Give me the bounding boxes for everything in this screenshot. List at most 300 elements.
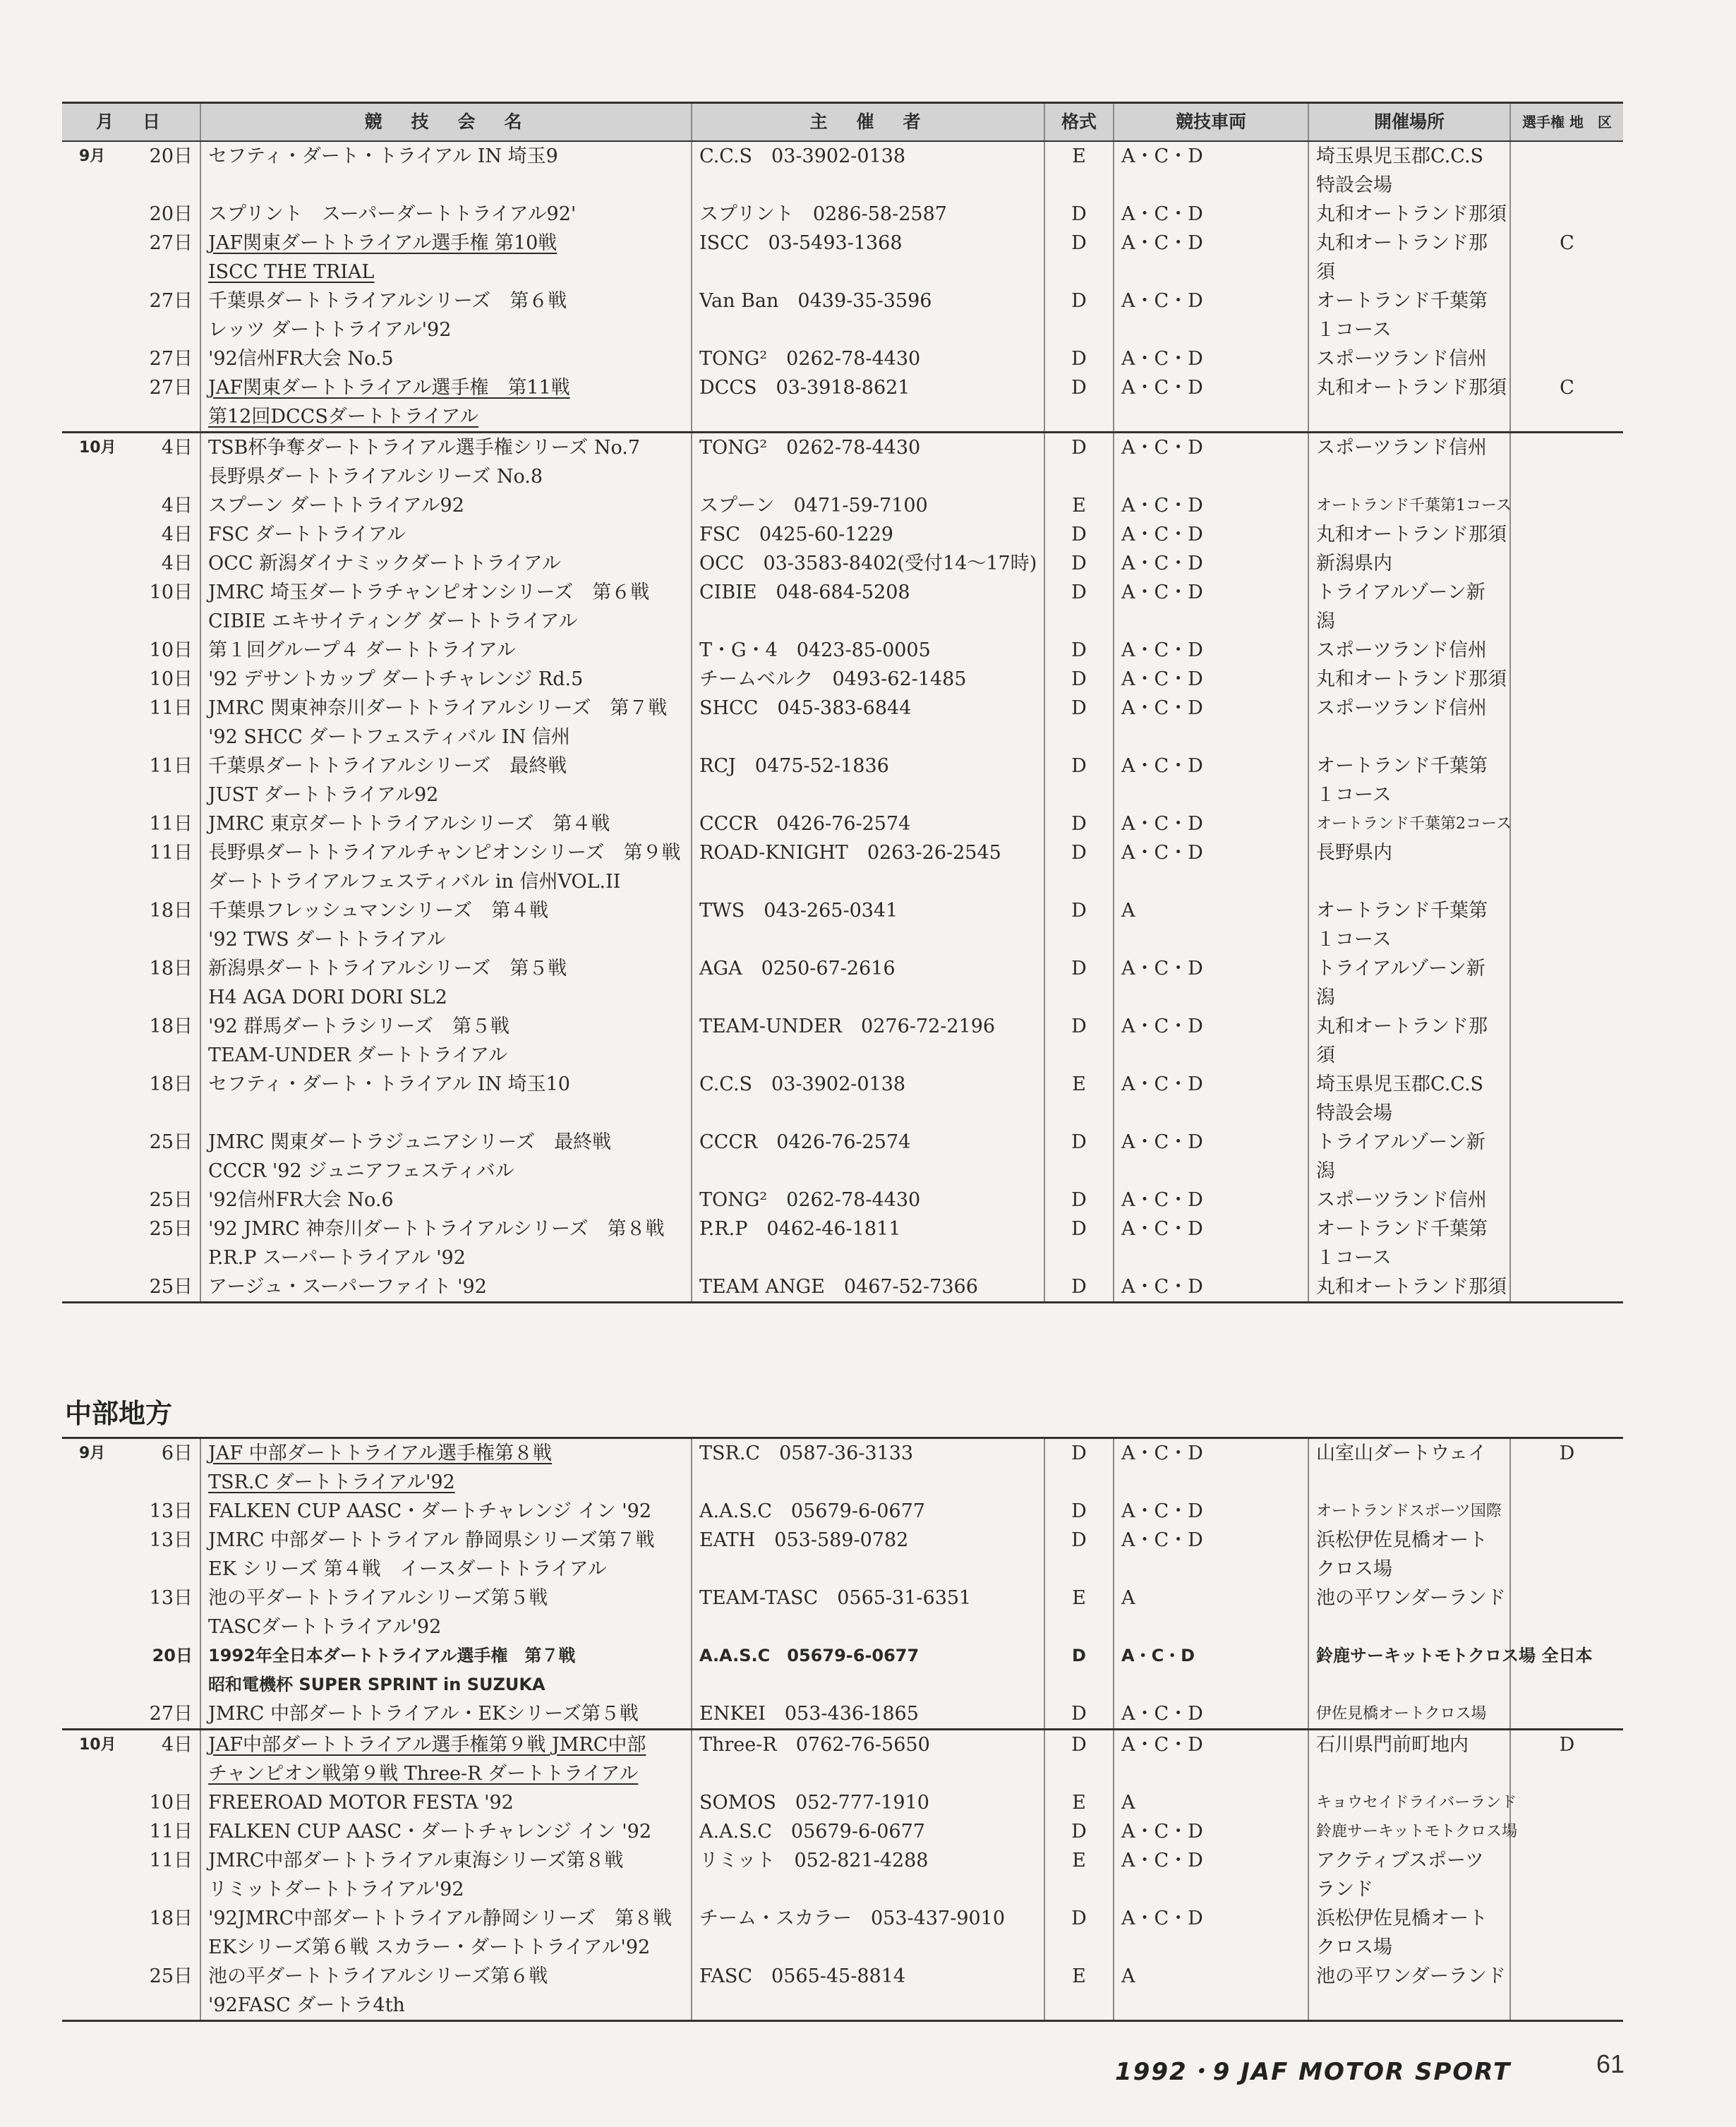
event-name-cell-line: 新潟県ダートトライアルシリーズ 第５戦: [208, 958, 567, 980]
day-label: 10日: [149, 639, 193, 661]
venue-cell-line: 埼玉県児玉郡C.C.S: [1316, 145, 1484, 167]
vehicles-cell: [1114, 1497, 1308, 1526]
format-cell-text: D: [1071, 1703, 1087, 1725]
vehicles-cell: [1114, 344, 1308, 373]
day-label: 25日: [149, 1131, 193, 1153]
venue-cell: [1308, 491, 1510, 520]
date-cell: [62, 1962, 200, 2021]
table-row: [62, 1526, 1623, 1584]
vehicles-cell: [1114, 578, 1308, 636]
organizer-cell: [692, 1584, 1044, 1641]
date-cell: [62, 1186, 200, 1215]
region-cell: [1510, 954, 1623, 1012]
vehicles-cell-text: A・C・D: [1121, 495, 1203, 517]
date-cell: [62, 1526, 200, 1584]
day-label: 4日: [161, 437, 193, 459]
vehicles-cell: [1114, 694, 1308, 752]
event-name-cell-line: FSC ダートトライアル: [208, 524, 406, 546]
event-name-cell: [200, 433, 692, 492]
event-name-cell-line: リミットダートトライアル'92: [208, 1879, 464, 1900]
event-name-cell-line: H4 AGA DORI DORI SL2: [208, 987, 447, 1008]
organizer-cell-text: P.R.P 0462-46-1811: [699, 1218, 901, 1240]
day-label: 27日: [149, 377, 193, 399]
table-row: [62, 1584, 1623, 1641]
format-cell: [1044, 1641, 1114, 1699]
organizer-cell: [692, 1699, 1044, 1730]
organizer-cell: [692, 549, 1044, 578]
format-cell-text: D: [1071, 437, 1087, 459]
organizer-cell-text: C.C.S 03-3902-0138: [699, 1073, 906, 1095]
region-cell: [1510, 229, 1623, 287]
vehicles-cell: [1114, 549, 1308, 578]
venue-cell-line: オートランドスポーツ国際: [1316, 1502, 1502, 1520]
date-cell: [62, 809, 200, 838]
format-cell-text: D: [1071, 1276, 1087, 1298]
table-row: [62, 838, 1623, 896]
vehicles-cell-text: A・C・D: [1121, 842, 1203, 864]
organizer-cell: [692, 694, 1044, 752]
format-cell-text: D: [1071, 697, 1087, 719]
organizer-cell-text: RCJ 0475-52-1836: [699, 755, 889, 777]
vehicles-cell: [1114, 1730, 1308, 1789]
event-name-cell-line: '92JMRC中部ダートトライアル静岡シリーズ 第８戦: [208, 1908, 673, 1929]
organizer-cell-text: ROAD-KNIGHT 0263-26-2545: [699, 842, 1001, 864]
organizer-cell: [692, 1128, 1044, 1186]
venue-cell: [1308, 1215, 1510, 1272]
vehicles-cell: [1114, 287, 1308, 344]
vehicles-cell-text: A・C・D: [1121, 232, 1203, 254]
organizer-cell-text: Three-R 0762-76-5650: [699, 1734, 930, 1756]
format-cell: [1044, 229, 1114, 287]
event-name-cell-line: '92 JMRC 神奈川ダートトライアルシリーズ 第８戦: [208, 1218, 665, 1240]
vehicles-cell: [1114, 1128, 1308, 1186]
organizer-cell: [692, 1215, 1044, 1272]
date-cell: [62, 1438, 200, 1498]
format-cell-text: D: [1071, 524, 1087, 546]
event-name-cell: [200, 1817, 692, 1846]
date-cell: [62, 1699, 200, 1730]
format-cell-text: D: [1071, 1016, 1087, 1037]
format-cell: [1044, 200, 1114, 229]
event-name-cell: [200, 229, 692, 287]
venue-cell: [1308, 752, 1510, 809]
page-number: 61: [1596, 2049, 1625, 2078]
venue-cell-line: スポーツランド信州: [1316, 639, 1487, 661]
region-cell: [1510, 1186, 1623, 1215]
date-cell: [62, 1788, 200, 1817]
venue-cell-line: 須: [1316, 261, 1335, 283]
format-cell: [1044, 373, 1114, 433]
venue-cell-line: アクティブスポーツ: [1316, 1850, 1484, 1872]
day-label: 27日: [149, 232, 193, 254]
event-name-cell-line: JMRC 埼玉ダートラチャンピオンシリーズ 第６戦: [208, 582, 650, 603]
venue-cell: [1308, 344, 1510, 373]
event-name-cell: [200, 1641, 692, 1699]
format-cell: [1044, 1128, 1114, 1186]
organizer-cell-text: チーム・スカラー 053-437-9010: [699, 1908, 1006, 1929]
table-row: [62, 1215, 1623, 1272]
day-label: 11日: [149, 1821, 193, 1843]
organizer-cell-text: CCCR 0426-76-2574: [699, 813, 911, 835]
venue-cell-line: トライアルゾーン新: [1316, 1131, 1485, 1153]
region-cell: [1510, 896, 1623, 954]
vehicles-cell-text: A・C・D: [1121, 290, 1203, 312]
venue-cell: [1308, 229, 1510, 287]
vehicles-cell-text: A・C・D: [1121, 1442, 1203, 1464]
region-cell: [1510, 1962, 1623, 2021]
vehicles-cell-text: A・C・D: [1121, 1189, 1203, 1211]
table-row: [62, 200, 1623, 229]
event-name-cell-line: JAF 中部ダートトライアル選手権第８戦: [208, 1442, 552, 1464]
format-cell-text: D: [1072, 1646, 1086, 1665]
table-row: [62, 1962, 1623, 2021]
vehicles-cell-text: A・C・D: [1121, 1908, 1203, 1929]
organizer-cell: [692, 809, 1044, 838]
event-name-cell-line: FALKEN CUP AASC・ダートチャレンジ イン '92: [208, 1500, 652, 1522]
organizer-cell-text: TEAM ANGE 0467-52-7366: [699, 1276, 978, 1298]
event-name-cell-line: 昭和電機杯 SUPER SPRINT in SUZUKA: [208, 1675, 545, 1694]
format-cell: [1044, 1904, 1114, 1962]
date-cell: [62, 954, 200, 1012]
event-name-cell-line: P.R.P スーパートライアル '92: [208, 1247, 466, 1269]
organizer-cell: [692, 1641, 1044, 1699]
day-label: 20日: [149, 203, 193, 225]
vehicles-cell-text: A・C・D: [1121, 697, 1203, 719]
vehicles-cell-text: A・C・D: [1121, 145, 1203, 167]
format-cell-text: D: [1071, 1821, 1087, 1843]
region-cell-text: D: [1559, 1734, 1575, 1756]
event-name-cell-line: '92 デサントカップ ダートチャレンジ Rd.5: [208, 668, 584, 690]
format-cell-text: D: [1071, 1908, 1087, 1929]
organizer-cell: [692, 1012, 1044, 1070]
region-cell: [1510, 549, 1623, 578]
organizer-cell-text: リミット 052-821-4288: [699, 1850, 929, 1872]
format-cell: [1044, 1272, 1114, 1303]
format-cell: [1044, 636, 1114, 665]
event-name-cell: [200, 1904, 692, 1962]
footer-magazine: 1992・9 JAF MOTOR SPORT: [1115, 2058, 1512, 2086]
date-cell: [62, 344, 200, 373]
date-cell: [62, 373, 200, 433]
vehicles-cell-text: A・C・D: [1121, 1850, 1203, 1872]
date-cell: [62, 1012, 200, 1070]
organizer-cell: [692, 1962, 1044, 2021]
organizer-cell-text: A.A.S.C 05679-6-0677: [699, 1500, 925, 1522]
section-title-chubu: 中部地方: [65, 1398, 173, 1429]
format-cell: [1044, 433, 1114, 492]
table-row: [62, 1272, 1623, 1303]
date-cell: [62, 1215, 200, 1272]
vehicles-cell-text: A・C・D: [1121, 639, 1203, 661]
event-name-cell-line: TSR.C ダートトライアル'92: [208, 1471, 455, 1493]
region-cell: [1510, 200, 1623, 229]
format-cell-text: D: [1071, 1218, 1087, 1240]
event-name-cell: [200, 1846, 692, 1904]
date-cell: [62, 1817, 200, 1846]
venue-cell: [1308, 1699, 1510, 1730]
organizer-cell-text: TWS 043-265-0341: [699, 900, 898, 922]
venue-cell-line: 丸和オートランド那須: [1316, 377, 1507, 399]
vehicles-cell: [1114, 1526, 1308, 1584]
event-name-cell-line: '92 群馬ダートラシリーズ 第５戦: [208, 1016, 510, 1037]
organizer-cell: [692, 896, 1044, 954]
format-cell-text: D: [1071, 377, 1087, 399]
format-cell-text: D: [1071, 348, 1087, 370]
venue-cell: [1308, 665, 1510, 694]
region-cell: [1510, 1817, 1623, 1846]
venue-cell-line: 丸和オートランド那須: [1316, 203, 1507, 225]
event-name-cell: [200, 1962, 692, 2021]
venue-cell-line: 長野県内: [1316, 842, 1392, 864]
format-cell-text: E: [1072, 1587, 1086, 1609]
event-name-cell-line: '92信州FR大会 No.6: [208, 1189, 394, 1211]
event-name-cell-line: 池の平ダートトライアルシリーズ第６戦: [208, 1965, 548, 1987]
region-cell: [1510, 1070, 1623, 1128]
organizer-cell-text: SOMOS 052-777-1910: [699, 1792, 929, 1814]
event-name-cell-line: JMRC 関東ダートラジュニアシリーズ 最終戦: [208, 1131, 612, 1153]
header-region: 選手権 地 区: [1510, 103, 1623, 142]
format-cell: [1044, 549, 1114, 578]
vehicles-cell: [1114, 1904, 1308, 1962]
organizer-cell-text: スプーン 0471-59-7100: [699, 495, 928, 517]
table-row: [62, 491, 1623, 520]
table-row: [62, 549, 1623, 578]
organizer-cell: [692, 954, 1044, 1012]
format-cell: [1044, 838, 1114, 896]
header-event: 競 技 会 名: [200, 103, 692, 142]
event-name-cell: [200, 752, 692, 809]
organizer-cell-text: EATH 053-589-0782: [699, 1529, 909, 1551]
region-cell: [1510, 1438, 1623, 1498]
date-cell: [62, 1846, 200, 1904]
vehicles-cell-text: A・C・D: [1121, 1646, 1195, 1665]
organizer-cell-text: C.C.S 03-3902-0138: [699, 145, 906, 167]
venue-cell: [1308, 578, 1510, 636]
date-cell: [62, 1904, 200, 1962]
vehicles-cell: [1114, 665, 1308, 694]
event-name-cell-line: アージュ・スーパーファイト '92: [208, 1276, 487, 1298]
event-name-cell: [200, 1128, 692, 1186]
venue-cell-line: 丸和オートランド那: [1316, 1016, 1488, 1037]
format-cell-text: E: [1072, 1073, 1086, 1095]
event-name-cell: [200, 838, 692, 896]
format-cell: [1044, 1070, 1114, 1128]
event-name-cell-line: FALKEN CUP AASC・ダートチャレンジ イン '92: [208, 1821, 652, 1843]
region-cell: [1510, 1272, 1623, 1303]
vehicles-cell-text: A・C・D: [1121, 1734, 1203, 1756]
region-cell: [1510, 344, 1623, 373]
table-row: [62, 752, 1623, 809]
region-cell: [1510, 1730, 1623, 1789]
vehicles-cell: [1114, 954, 1308, 1012]
region-cell: [1510, 1526, 1623, 1584]
day-label: 18日: [149, 958, 193, 980]
vehicles-cell-text: A・C・D: [1121, 1073, 1203, 1095]
organizer-cell-text: ENKEI 053-436-1865: [699, 1703, 919, 1725]
event-name-cell: [200, 1699, 692, 1730]
format-cell: [1044, 1438, 1114, 1498]
organizer-cell-text: CIBIE 048-684-5208: [699, 582, 910, 603]
date-cell: [62, 491, 200, 520]
header-date: 月 日: [62, 103, 200, 142]
venue-cell-line: 潟: [1316, 1160, 1335, 1182]
vehicles-cell-text: A: [1121, 900, 1135, 922]
vehicles-cell: [1114, 1641, 1308, 1699]
event-name-cell: [200, 1012, 692, 1070]
format-cell: [1044, 665, 1114, 694]
organizer-cell: [692, 229, 1044, 287]
venue-cell: [1308, 1272, 1510, 1303]
vehicles-cell: [1114, 1962, 1308, 2021]
date-cell: [62, 578, 200, 636]
event-name-cell-line: TSB杯争奪ダートトライアル選手権シリーズ No.7: [208, 437, 641, 459]
table-row: [62, 665, 1623, 694]
venue-cell: [1308, 1128, 1510, 1186]
format-cell: [1044, 578, 1114, 636]
day-label: 4日: [161, 1734, 193, 1756]
table-row: [62, 1904, 1623, 1962]
day-label: 4日: [161, 553, 193, 574]
format-cell: [1044, 1699, 1114, 1730]
venue-cell-line: 埼玉県児玉郡C.C.S: [1316, 1073, 1484, 1095]
format-cell: [1044, 1526, 1114, 1584]
format-cell: [1044, 1012, 1114, 1070]
format-cell-text: D: [1071, 755, 1087, 777]
event-name-cell-line: OCC 新潟ダイナミックダートトライアル: [208, 553, 561, 574]
organizer-cell: [692, 665, 1044, 694]
vehicles-cell-text: A: [1121, 1965, 1135, 1987]
vehicles-cell: [1114, 809, 1308, 838]
venue-cell: [1308, 373, 1510, 433]
venue-cell: [1308, 1788, 1517, 1817]
format-cell-text: E: [1072, 1965, 1086, 1987]
day-label: 25日: [149, 1276, 193, 1298]
vehicles-cell: [1114, 896, 1308, 954]
vehicles-cell: [1114, 1012, 1308, 1070]
region-cell: [1510, 838, 1623, 896]
format-cell-text: D: [1071, 582, 1087, 603]
day-label: 4日: [161, 495, 193, 517]
region-cell: [1510, 520, 1623, 549]
day-label: 18日: [149, 1016, 193, 1037]
venue-cell-line: オートランド千葉第2コース: [1316, 815, 1512, 833]
vehicles-cell-text: A・C・D: [1121, 1703, 1203, 1725]
venue-cell: [1308, 954, 1510, 1012]
vehicles-cell: [1114, 520, 1308, 549]
event-name-cell: [200, 1730, 692, 1789]
region-cell: [1510, 752, 1623, 809]
vehicles-cell: [1114, 229, 1308, 287]
table-row: [62, 373, 1623, 433]
venue-cell-line: １コース: [1316, 929, 1392, 951]
venue-cell-line: スポーツランド信州: [1316, 697, 1487, 719]
region-cell: [1510, 433, 1623, 492]
vehicles-cell-text: A・C・D: [1121, 1821, 1203, 1843]
format-cell-text: D: [1071, 1529, 1087, 1551]
venue-cell: [1308, 287, 1510, 344]
event-name-cell: [200, 491, 692, 520]
format-cell: [1044, 694, 1114, 752]
organizer-cell-text: FASC 0565-45-8814: [699, 1965, 906, 1987]
venue-cell: [1308, 520, 1510, 549]
vehicles-cell: [1114, 636, 1308, 665]
event-name-cell: [200, 896, 692, 954]
format-cell-text: E: [1072, 1792, 1086, 1814]
day-label: 25日: [149, 1189, 193, 1211]
day-label: 13日: [149, 1587, 193, 1609]
venue-cell-line: キョウセイドライバーランド: [1316, 1794, 1517, 1812]
day-label: 10日: [149, 668, 193, 690]
organizer-cell: [692, 1904, 1044, 1962]
organizer-cell-text: ISCC 03-5493-1368: [699, 232, 903, 254]
table-row: [62, 1186, 1623, 1215]
organizer-cell-text: OCC 03-3583-8402(受付14～17時): [699, 553, 1037, 574]
venue-cell-line: 浜松伊佐見橋オート: [1316, 1908, 1488, 1929]
date-cell: [62, 1641, 200, 1699]
event-name-cell-line: JUST ダートトライアル92: [208, 784, 439, 806]
event-name-cell-line: 長野県ダートトライアルチャンピオンシリーズ 第９戦: [208, 842, 681, 864]
region-cell-text: 全日本: [1541, 1646, 1593, 1665]
event-name-cell: [200, 141, 692, 200]
format-cell: [1044, 491, 1114, 520]
vehicles-cell: [1114, 1215, 1308, 1272]
date-cell: [62, 752, 200, 809]
format-cell-text: D: [1071, 1189, 1087, 1211]
region-cell: [1510, 1846, 1623, 1904]
organizer-cell: [692, 1497, 1044, 1526]
organizer-cell: [692, 344, 1044, 373]
organizer-cell: [692, 1846, 1044, 1904]
day-label: 11日: [149, 1850, 193, 1872]
region-cell: [1510, 141, 1623, 200]
event-name-cell-line: JAF関東ダートトライアル選手権 第11戦: [208, 377, 570, 399]
organizer-cell: [692, 1186, 1044, 1215]
organizer-cell-text: TEAM-TASC 0565-31-6351: [699, 1587, 972, 1609]
venue-cell-line: 新潟県内: [1316, 553, 1392, 574]
table-row: [62, 1497, 1623, 1526]
format-cell-text: D: [1071, 813, 1087, 835]
organizer-cell-text: チームベルク 0493-62-1485: [699, 668, 967, 690]
venue-cell-line: クロス場: [1316, 1558, 1392, 1580]
vehicles-cell: [1114, 1788, 1308, 1817]
date-cell: [62, 520, 200, 549]
format-cell-text: D: [1071, 958, 1087, 980]
table-row: [62, 954, 1623, 1012]
region-cell-text: C: [1560, 377, 1574, 399]
venue-cell: [1308, 1846, 1510, 1904]
date-cell: [62, 141, 200, 200]
event-name-cell-line: TASCダートトライアル'92: [208, 1616, 442, 1638]
region-cell: [1510, 1788, 1623, 1817]
date-cell: [62, 694, 200, 752]
day-label: 10日: [149, 582, 193, 603]
venue-cell-line: スポーツランド信州: [1316, 437, 1487, 459]
venue-cell-line: ランド: [1316, 1879, 1373, 1900]
table-row: [62, 1788, 1623, 1817]
venue-cell: [1308, 1962, 1510, 2021]
venue-cell-line: オートランド千葉第: [1316, 900, 1488, 922]
day-label: 18日: [149, 900, 193, 922]
vehicles-cell-text: A・C・D: [1121, 582, 1203, 603]
date-cell: [62, 287, 200, 344]
event-name-cell-line: EK シリーズ 第４戦 イースダートトライアル: [208, 1558, 607, 1580]
venue-cell: [1308, 1070, 1510, 1128]
format-cell-text: D: [1071, 842, 1087, 864]
venue-cell-line: 山室山ダートウェイ: [1316, 1442, 1487, 1464]
organizer-cell: [692, 752, 1044, 809]
format-cell: [1044, 896, 1114, 954]
venue-cell: [1308, 809, 1510, 838]
